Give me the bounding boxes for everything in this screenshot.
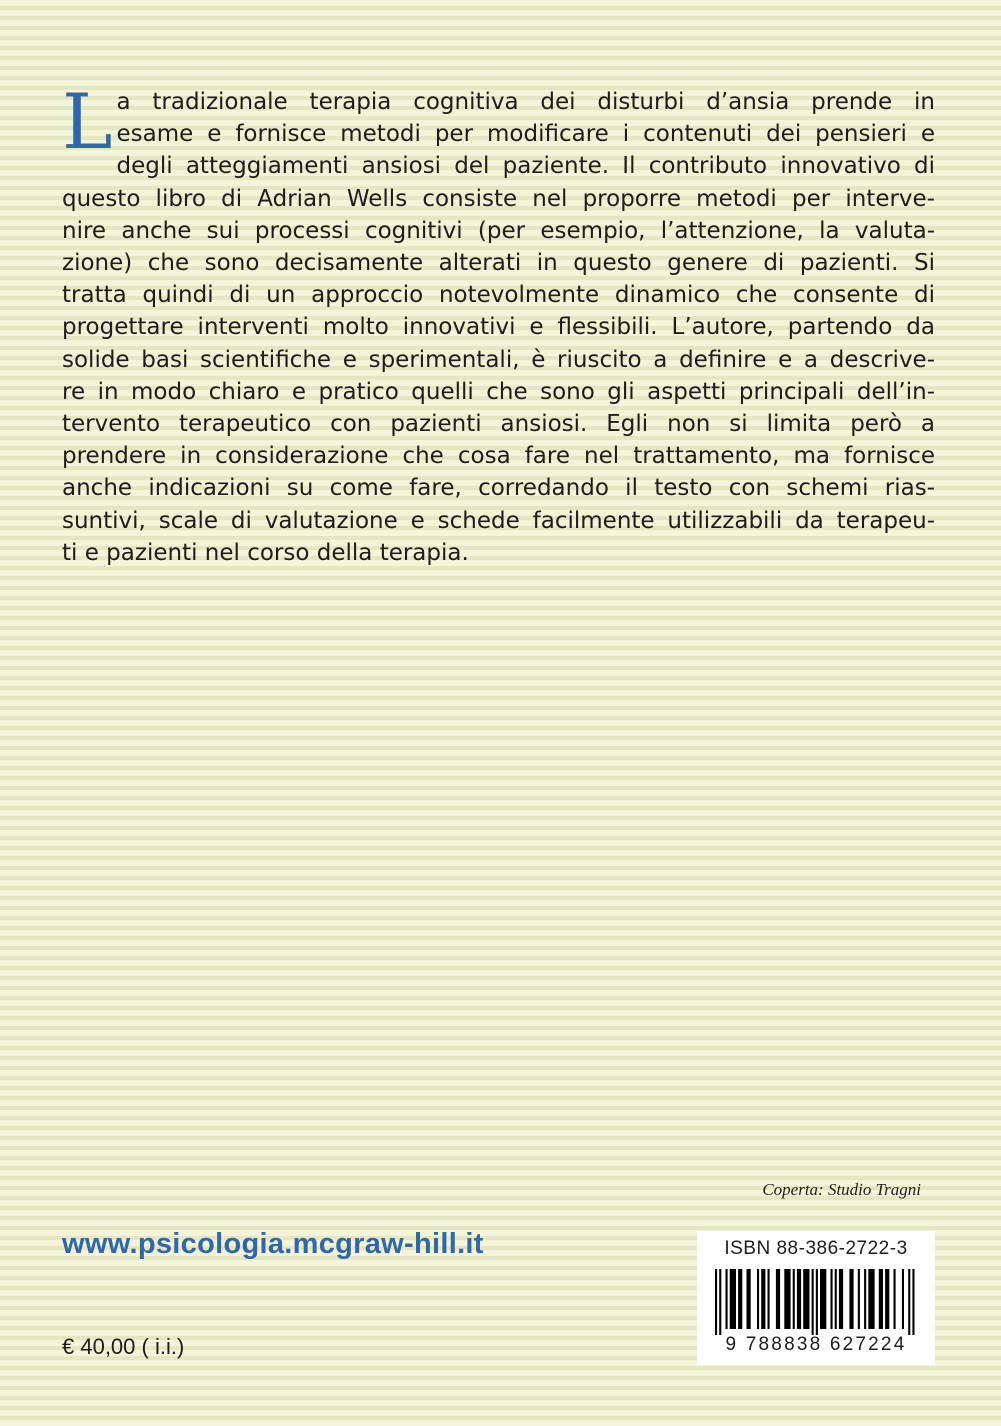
blurb-line: re in modo chiaro e pratico quelli che sono gli aspetti principali dell’in-: [62, 378, 935, 405]
barcode-bar: [831, 1269, 833, 1329]
barcode-bar: [864, 1269, 866, 1329]
barcode-icon: [715, 1269, 917, 1335]
blurb-line: tervento terapeutico con pazienti ansiosi. Egli non si limita però a: [62, 411, 935, 438]
barcode-bar: [858, 1269, 860, 1329]
barcode-bar: [761, 1269, 765, 1329]
blurb-line: degli atteggiamenti ansiosi del paziente. Il contributo innovativo di: [116, 153, 935, 180]
barcode-bar: [839, 1269, 843, 1329]
blurb-line: solide basi scientifiche e sperimentali, è riuscito a definire e a descrive-: [62, 346, 935, 373]
price-label: € 40,00 ( i.i.): [62, 1334, 185, 1359]
barcode-bar: [885, 1269, 889, 1329]
isbn-label: ISBN 88-386-2722-3: [724, 1238, 908, 1259]
barcode-bar: [747, 1269, 751, 1329]
barcode-bar: [793, 1269, 795, 1329]
barcode-bar: [908, 1269, 910, 1335]
barcode-bar: [849, 1269, 853, 1329]
barcode-panel: [697, 1231, 935, 1365]
blurb-line: anche indicazioni su come fare, corredando il testo con schemi rias-: [62, 475, 935, 502]
barcode-bar: [797, 1269, 801, 1329]
barcode-bar: [879, 1269, 883, 1329]
barcode-bar: [902, 1269, 904, 1329]
barcode-bar: [738, 1269, 742, 1329]
drop-cap: L: [62, 77, 113, 166]
barcode-bar: [812, 1269, 814, 1335]
publisher-website: www.psicologia.mcgraw-hill.it: [62, 1228, 484, 1260]
barcode-bar: [816, 1269, 818, 1335]
barcode-bar: [726, 1269, 728, 1329]
blurb-line: ti e pazienti nel corso della terapia.: [62, 539, 469, 566]
barcode-bar: [768, 1269, 770, 1329]
barcode-bar: [715, 1269, 717, 1335]
barcode-bar: [894, 1269, 896, 1329]
blurb-line: progettare interventi molto innovativi e flessibili. L’autore, partendo da: [62, 314, 935, 341]
barcode-bar: [803, 1269, 809, 1329]
barcode-bar: [784, 1269, 790, 1329]
barcode-bar: [912, 1269, 914, 1335]
barcode-bar: [868, 1269, 874, 1329]
blurb-line: questo libro di Adrian Wells consiste nel proporre metodi per interve-: [62, 185, 935, 212]
blurb-line: nire anche sui processi cognitivi (per esempio, l’attenzione, la valuta-: [62, 217, 935, 244]
barcode-bar: [757, 1269, 759, 1329]
barcode-bar: [776, 1269, 780, 1329]
blurb-line: zione) che sono decisamente alterati in questo genere di pazienti. Si: [62, 250, 935, 277]
blurb-line: a tradizionale terapia cognitiva dei disturbi d’ansia prende in: [116, 89, 935, 115]
blurb-line: suntivi, scale di valutazione e schede facilmente utilizzabili da terapeu-: [62, 507, 935, 534]
barcode-bar: [835, 1269, 837, 1329]
blurb-line: esame e fornisce metodi per modificare i contenuti dei pensieri e: [116, 121, 935, 148]
barcode-bar: [730, 1269, 736, 1329]
ean-digits: 9 788838 627224: [725, 1334, 907, 1355]
blurb-line: prendere in considerazione che cosa fare nel trattamento, ma fornisce: [62, 443, 935, 470]
barcode-bar: [820, 1269, 826, 1329]
cover-credit: Coperta: Studio Tragni: [762, 1180, 921, 1199]
blurb-line: tratta quindi di un approccio notevolmente dinamico che consente di: [62, 282, 935, 309]
barcode-bar: [719, 1269, 721, 1335]
back-cover-blurb: [62, 77, 935, 569]
